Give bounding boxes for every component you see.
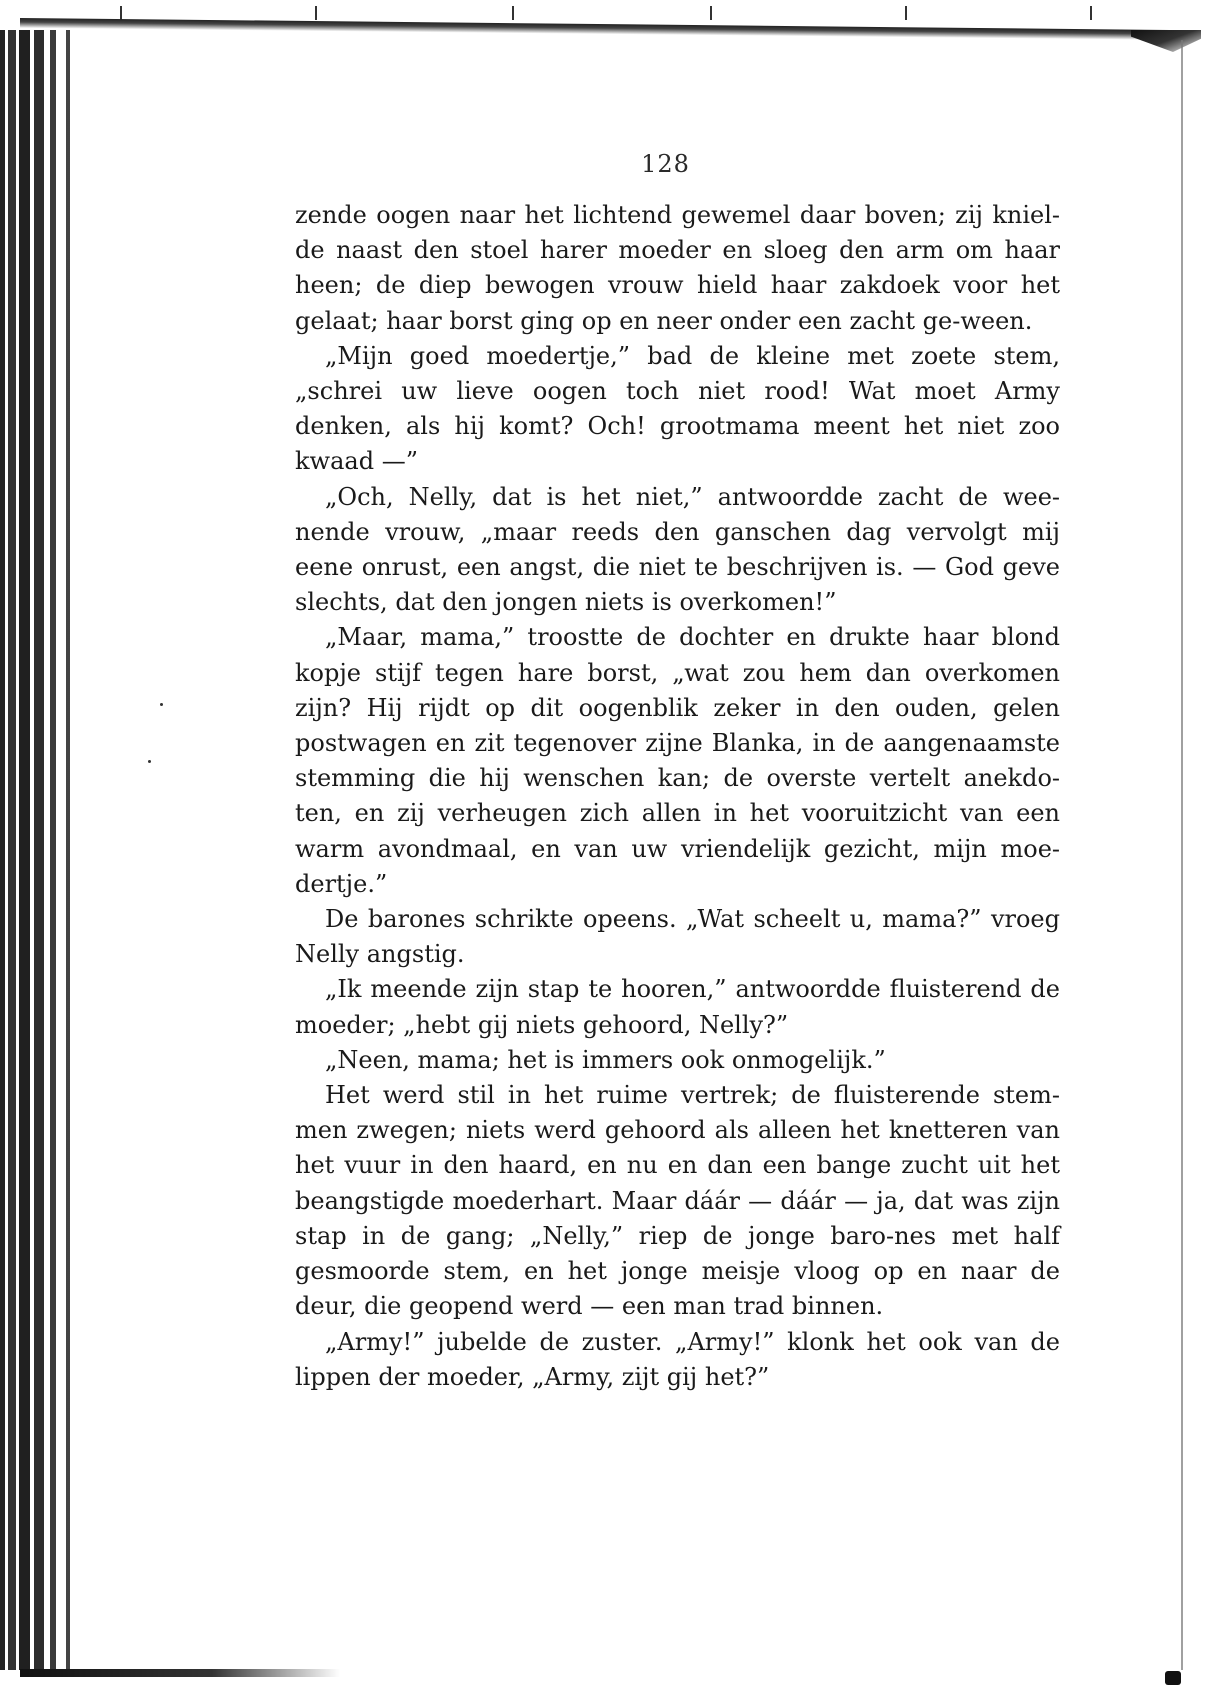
- scan-corner-shadow: [1131, 30, 1201, 52]
- paragraph-2: „Mijn goed moedertje,” bad de kleine met zoete stem, „schrei uw lieve oogen toch niet rood! Wat moet Army denken, als hij komt? Och! grootmama meent het niet zoo kwaad —”: [295, 341, 1060, 476]
- paragraph-9: „Army!” jubelde de zuster. „Army!” klonk het ook van de lippen der moeder, „Army, zijt gij het?”: [295, 1327, 1060, 1391]
- paragraph-1: zende oogen naar het lichtend gewemel daar boven; zij kniel-de naast den stoel harer moeder en sloeg den arm om haar heen; de diep bewogen vrouw hield haar zakdoek voor het gelaat; haar borst ging op en neer onder een zacht ge-ween.: [295, 201, 1060, 335]
- paragraph-4: „Maar, mama,” troostte de dochter en drukte haar blond kopje stijf tegen hare borst, „wat zou hem dan overkomen zijn? Hij rijdt op dit oogenblik zeker in den ouden, gelen postwagen en zit tegenover zijne Blanka, in de aangenaamste stemming die hij wenschen kan; de overste vertelt anekdo-ten, en zij verheugen zich allen in het vooruitzicht van een warm avondmaal, en van uw vriendelijk gezicht, mijn moe-dertje.”: [295, 623, 1060, 898]
- paragraph-7: „Neen, mama; het is immers ook onmogelijk.”: [325, 1045, 886, 1074]
- scan-bottom-border: [20, 1669, 340, 1677]
- body-text: [295, 198, 1060, 1395]
- paragraph-8: Het werd stil in het ruime vertrek; de fluisterende stem-men zwegen; niets werd gehoord als alleen het knetteren van het vuur in den haard, en nu en dan een bange zucht uit het beangstigde moederhart. Maar dáár — dáár — ja, dat was zijn stap in de gang; „Nelly,” riep de jonge baro-nes met half gesmoorde stem, en het jonge meisje vloog op en naar de deur, die geopend werd — een man trad binnen.: [295, 1081, 1060, 1321]
- scan-speck: [160, 703, 163, 706]
- scan-speck: [148, 760, 151, 763]
- paragraph-5: De barones schrikte opeens. „Wat scheelt u, mama?” vroeg Nelly angstig.: [295, 905, 1060, 969]
- paragraph-3: „Och, Nelly, dat is het niet,” antwoordde zacht de wee-nende vrouw, „maar reeds den ganschen dag vervolgt mij eene onrust, een angst, die niet te beschrijven is. — God geve slechts, dat den jongen niets is overkomen!”: [295, 482, 1060, 617]
- paragraph-6: „Ik meende zijn stap te hooren,” antwoordde fluisterend de moeder; „hebt gij niets gehoord, Nelly?”: [295, 975, 1060, 1039]
- scan-right-border: [1181, 40, 1189, 1670]
- page-number: 128: [641, 150, 690, 178]
- book-spine-shadow: [0, 30, 100, 1670]
- scan-corner-mark: [1165, 1671, 1181, 1685]
